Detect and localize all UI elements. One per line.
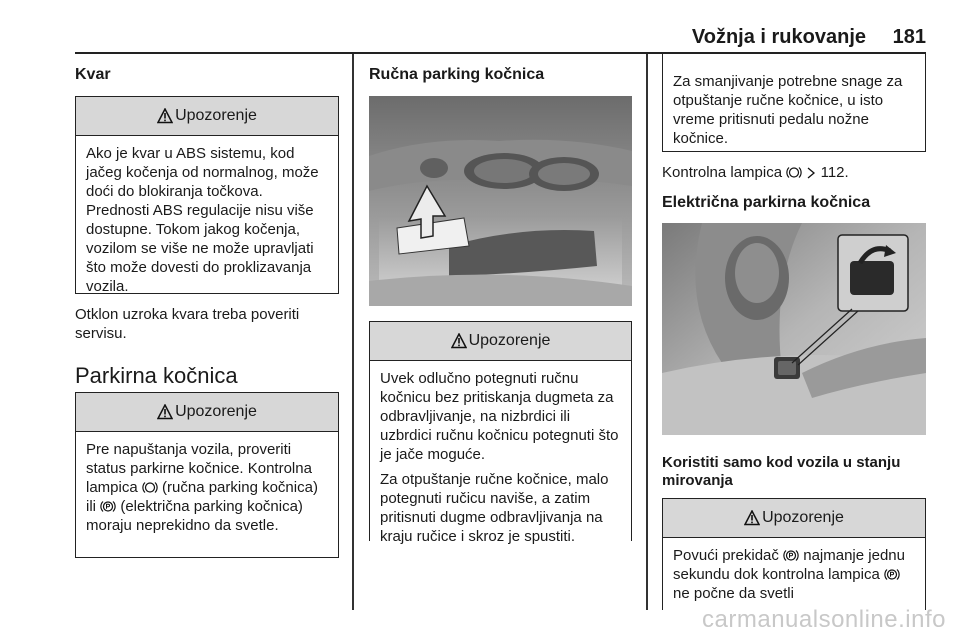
warning-box-parking [75, 392, 339, 558]
warning-text-part: najmanje jednu sekundu dok kontrolna lampica [673, 547, 905, 583]
warning-text [370, 361, 631, 560]
text-part: Kontrolna lampica [662, 164, 783, 181]
chapter-title: Vožnja i rukovanje [691, 26, 866, 48]
warning-title: Upozorenje [175, 107, 257, 124]
page-reference-icon[interactable] [806, 166, 816, 180]
warning-box-abs [75, 96, 339, 294]
warning-paragraph-1: Uvek odlučno potegnuti ručnu kočnicu bez pritiskanja dugmeta za odbravljivanje, na nizbrdici ili uzbrdici ručnu kočnicu potegnuti što je jače moguće. [380, 370, 619, 463]
paragraph-kontrolna-lampica [662, 163, 926, 182]
warning-text: Ako je kvar u ABS sistemu, kod jačeg kočenja od normalnog, može doći do blokiranja točkova. Prednosti ABS regulacije nisu više dostupne. Tokom jakog kočenja, vozilom se više ne može upravljati što može dovesti do proklizavanja vozila. [86, 145, 319, 295]
heading-parkirna-kocnica: Parkirna kočnica [75, 363, 238, 388]
electric-parking-brake-lamp-icon [884, 567, 900, 582]
warning-box-handbrake [369, 321, 632, 545]
paragraph-servis: Otklon uzroka kvara treba poveriti servisu. [75, 306, 300, 342]
warning-title: Upozorenje [468, 332, 551, 349]
electric-brake-image [662, 223, 926, 435]
electric-parking-brake-lamp-icon [100, 499, 116, 514]
warning-text-part: ne počne da svetli [673, 585, 794, 602]
heading-rucna-parking-kocnica: Ručna parking kočnica [369, 66, 545, 83]
heading-elektricna-parkirna-kocnica: Električna parkirna kočnica [662, 194, 871, 211]
warning-title: Upozorenje [175, 403, 257, 420]
column-divider-1 [352, 54, 354, 610]
parking-brake-lamp-icon [786, 165, 802, 180]
warning-box-electric [662, 498, 926, 610]
warning-text-part: (ručna parking kočnica) ili [86, 479, 318, 515]
parking-brake-lamp-icon [142, 480, 158, 495]
handbrake-illustration [369, 96, 632, 306]
electric-brake-illustration [662, 223, 926, 435]
page-number: 181 [892, 26, 926, 48]
warning-header [76, 97, 338, 136]
subheading-mirovanje: Koristiti samo kod vozila u stanju mirovanja [662, 454, 901, 489]
warning-triangle-icon [157, 404, 173, 420]
warning-paragraph-2: Za otpuštanje ručne kočnice, malo potegnuti ručicu naviše, a zatim pritisnuti dugme odbravljivanja na kraju ručice i skroz je spustiti. [380, 471, 609, 545]
column-divider-2 [646, 54, 648, 610]
warning-header [663, 499, 925, 538]
continued-warning-text: Za smanjivanje potrebne snage za otpuštanje ručne kočnice, u isto vreme pritisnuti pedalu nožne kočnice. [673, 73, 903, 147]
heading-kvar: Kvar [75, 66, 111, 83]
warning-header [76, 393, 338, 432]
warning-triangle-icon [744, 510, 760, 526]
warning-triangle-icon [451, 333, 467, 349]
electric-parking-brake-lamp-icon [783, 548, 799, 563]
watermark: carmanualsonline.info [702, 606, 946, 633]
continued-warning-box [662, 54, 926, 152]
warning-text [76, 432, 338, 543]
page-reference[interactable]: 112. [820, 164, 849, 181]
warning-text-part: Pre napuštanja vozila, proveriti status parkirne kočnice. Kontrolna lampica [86, 441, 312, 496]
warning-header [370, 322, 631, 361]
handbrake-image [369, 96, 632, 306]
warning-text-part: (električna parking kočnica) moraju neprekidno da svetle. [86, 498, 303, 534]
warning-text [663, 538, 925, 611]
warning-title: Upozorenje [762, 509, 844, 526]
warning-text-part: Povući prekidač [673, 547, 779, 564]
warning-triangle-icon [157, 108, 173, 124]
